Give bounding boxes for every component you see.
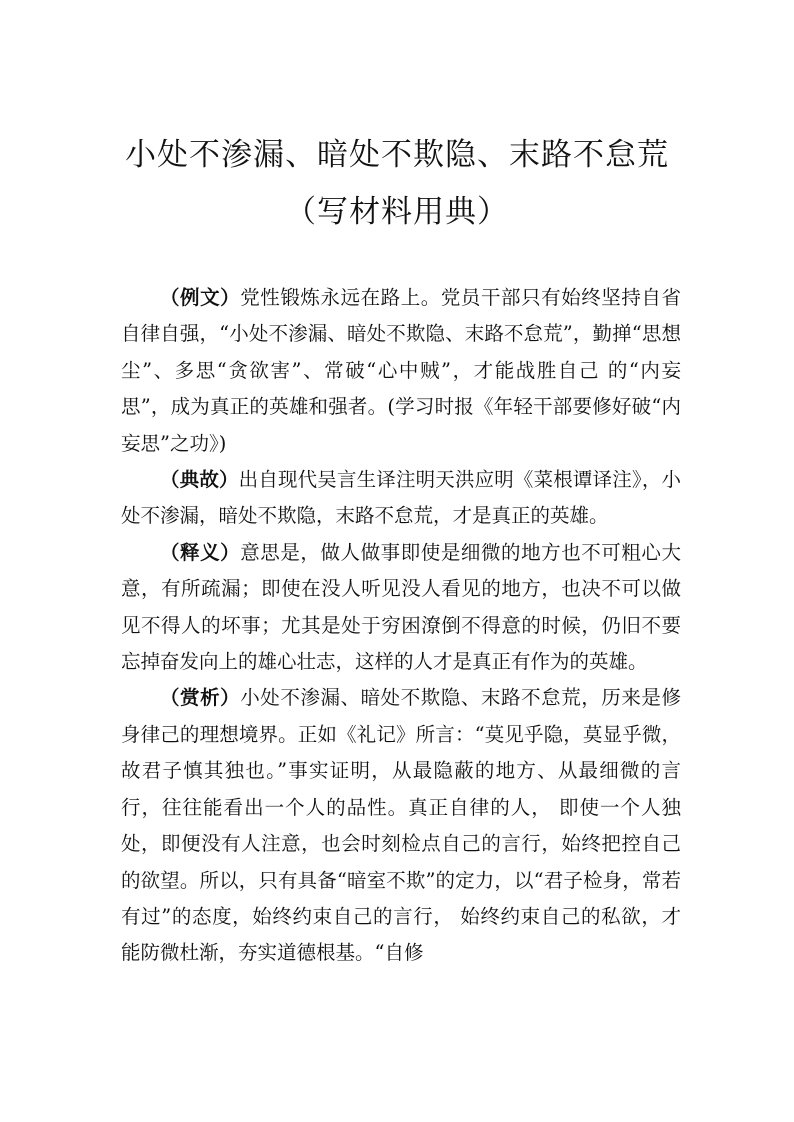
document-title: 小处不渗漏、暗处不欺隐、末路不怠荒: [125, 137, 669, 173]
document-subtitle: （写材料用典）: [285, 194, 509, 230]
document-body: [121, 280, 681, 972]
section-text-source: 出自现代吴言生译注明天洪应明《菜根谭译注》，小处不渗漏，暗处不欺隐，末路不怠荒，才是真正的英雄。: [121, 468, 681, 528]
section-tag-source: （典故）: [160, 468, 239, 492]
section-text-example: 党性锻炼永远在路上。党员干部只有始终坚持自省自律自强，“小处不渗漏、暗处不欺隐、末路不怠荒”，勤掸“思想尘”、多思“贪欲害”、常破“心中贼”，才能战胜自己 的“内妄思”，成为真正的英雄和强者。(学习时报《年轻干部要修好破“内妄思”之功》): [121, 286, 681, 455]
paragraph-appreciation: [121, 680, 681, 971]
paragraph-example: [121, 280, 681, 462]
paragraph-meaning: [121, 535, 681, 681]
section-text-appreciation: 小处不渗漏、暗处不欺隐、末路不怠荒，历来是修身律己的理想境界。正如《礼记》所言：“莫见乎隐，莫显乎微，故君子慎其独也。”事实证明，从最隐蔽的地方、从最细微的言行，往往能看出一个人的品性。真正自律的人， 即使一个人独处，即便没有人注意，也会时刻检点自己的言行，始终把控自己的欲望。所以，只有具备“暗室不欺”的定力，以“君子检身，常若有过”的态度，始终约束自己的言行， 始终约束自己的私欲，才能防微杜渐，夯实道德根基。“自修: [121, 686, 681, 965]
section-tag-appreciation: （赏析）: [160, 686, 241, 710]
section-text-meaning: 意思是，做人做事即使是细微的地方也不可粗心大意，有所疏漏；即使在没人听见没人看见的地方，也决不可以做见不得人的坏事；尤其是处于穷困潦倒不得意的时候，仍旧不要忘掉奋发向上的雄心壮志，这样的人才是真正有作为的英雄。: [121, 540, 681, 674]
paragraph-source: [121, 462, 681, 535]
section-tag-meaning: （释义）: [160, 540, 241, 564]
section-tag-example: （例文）: [160, 286, 241, 309]
